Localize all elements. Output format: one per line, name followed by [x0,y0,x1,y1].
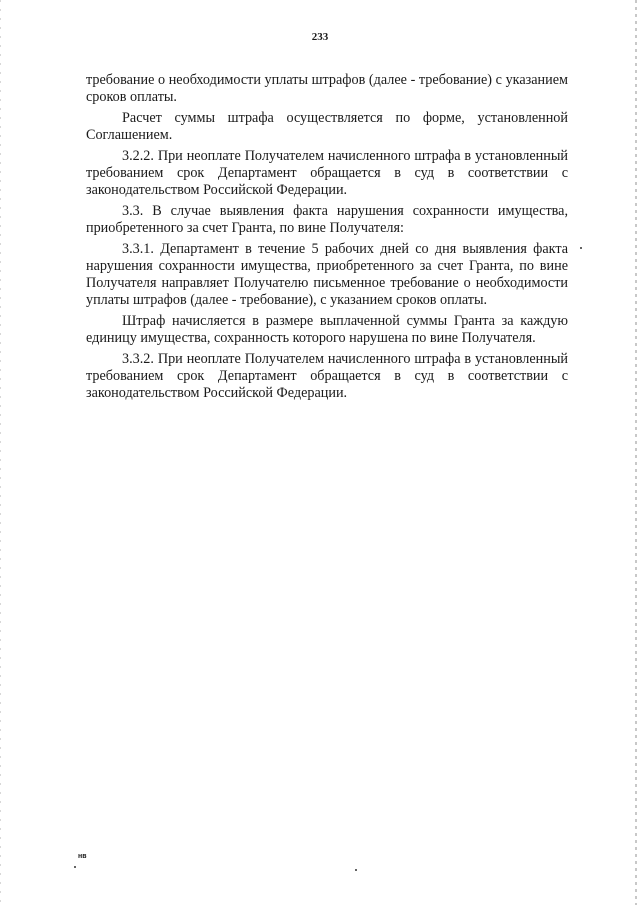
scan-speck [74,866,76,868]
scan-speck [355,869,357,871]
scan-speck [580,247,582,249]
paragraph-fine-calculation: Расчет суммы штрафа осуществляется по форме, установленной Соглашением. [86,110,568,143]
document-body [86,72,568,406]
paragraph-continuation: требование о необходимости уплаты штрафов (далее - требование) с указанием сроков оплаты. [86,72,568,105]
scan-edge-left [0,0,1,905]
paragraph-3-3-1: 3.3.1. Департамент в течение 5 рабочих дней со дня выявления факта нарушения сохранности имущества, приобретенного за счет Гранта, по вине Получателя направляет Получателю письменное требование о необходимости уплаты штрафов (далее - требование), с указанием сроков оплаты. [86,241,568,308]
paragraph-fine-amount: Штраф начисляется в размере выплаченной суммы Гранта за каждую единицу имущества, сохранность которого нарушена по вине Получателя. [86,313,568,346]
footer-initials: нв [78,853,87,860]
paragraph-3-3-2: 3.3.2. При неоплате Получателем начисленного штрафа в установленный требованием срок Департамент обращается в суд в соответствии с законодательством Российской Федерации. [86,351,568,401]
paragraph-3-3: 3.3. В случае выявления факта нарушения сохранности имущества, приобретенного за счет Гранта, по вине Получателя: [86,203,568,236]
paragraph-3-2-2: 3.2.2. При неоплате Получателем начисленного штрафа в установленный требованием срок Департамент обращается в суд в соответствии с законодательством Российской Федерации. [86,148,568,198]
scan-edge-right [635,0,637,905]
page-number: 233 [311,31,329,43]
